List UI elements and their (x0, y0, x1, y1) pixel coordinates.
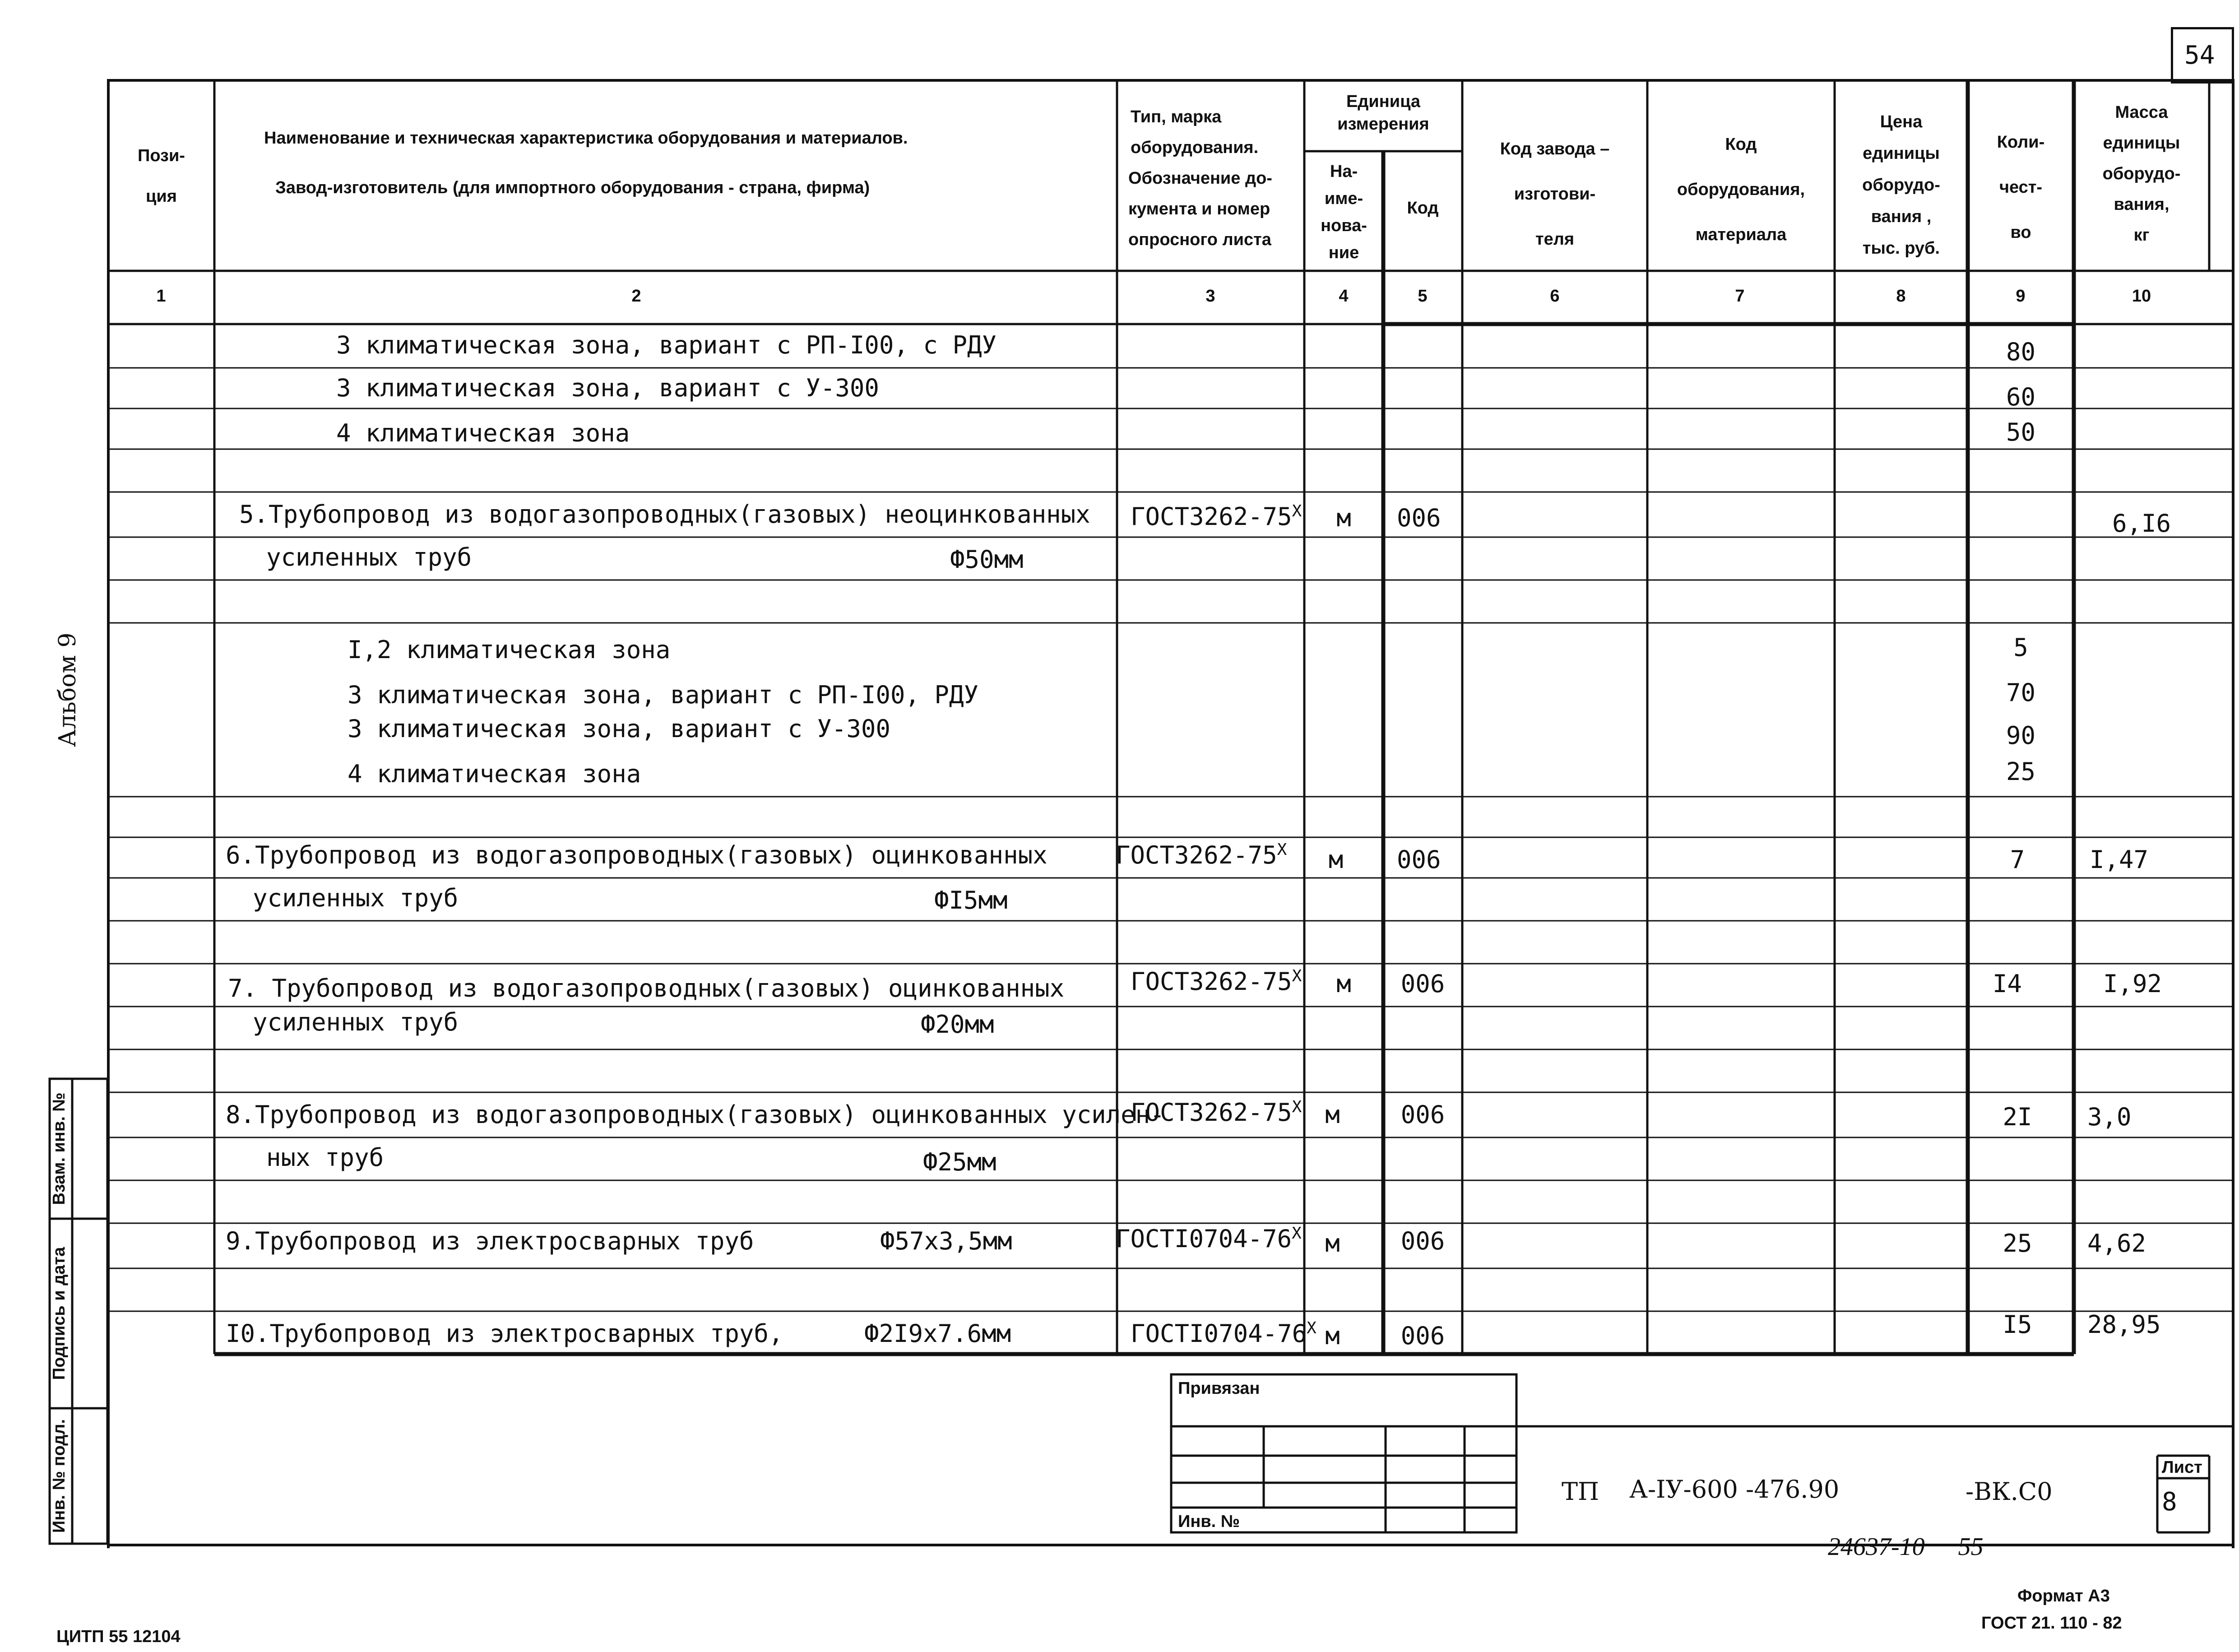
colnum-4: 4 (1339, 287, 1349, 306)
r9-type: $ГОСТI0704-76^X$ (1116, 1224, 1302, 1253)
r10-mass: 28,95 (2087, 1310, 2161, 1339)
r6a-mass: I,47 (2090, 845, 2149, 874)
r7a-name: 7. Трубопровод из водогазопроводных(газовых) оцинкованных (228, 974, 1065, 1002)
r7a-type: $ГОСТ3262-75^X$ (1131, 967, 1302, 996)
r3-qty: 50 (2006, 418, 2036, 446)
r6b-name: усиленных труб (253, 884, 459, 912)
podpis-label: Подпись и дата (50, 1247, 69, 1380)
r5a-mass: 6,I6 (2112, 509, 2171, 538)
r6b-dim: ФI5мм (934, 886, 1008, 914)
hdr-col1: Пози- ция (138, 146, 185, 206)
format-label: Формат А3 (2017, 1587, 2110, 1606)
handwritten-number: 24637-10 55 (1828, 1533, 1984, 1561)
r9-unit: м (1325, 1229, 1340, 1258)
r3-name: 4 климатическая зона (336, 419, 630, 447)
r10-unit: м (1325, 1322, 1340, 1350)
colnum-3: 3 (1205, 287, 1215, 306)
r8b-name: ных труб (266, 1143, 384, 1172)
r1-qty: 80 (2006, 338, 2036, 366)
list-number: 8 (2162, 1487, 2177, 1517)
hdr-col2-line2: Завод-изготовитель (для импортного оборудования - страна, фирма) (275, 178, 870, 197)
hdr-col7: Код оборудования, материала (1677, 135, 1805, 244)
r5a-code: 006 (1397, 504, 1441, 532)
colnum-7: 7 (1735, 287, 1745, 306)
r1-name: 3 климатическая зона, вариант с РП-I00, с РДУ (336, 331, 997, 359)
r5e-qty: 90 (2006, 721, 2036, 750)
r2-name: 3 климатическая зона, вариант с У-300 (336, 374, 879, 402)
colnum-9: 9 (2016, 287, 2026, 306)
r5b-dim: Ф50мм (950, 545, 1024, 574)
r7a-mass: I,92 (2103, 970, 2162, 998)
colnum-2: 2 (631, 287, 641, 306)
r10-dim: Ф2I9x7.6мм (864, 1319, 1011, 1348)
stamp-privyazan: Привязан (1178, 1379, 1260, 1398)
r5a-unit: м (1336, 504, 1351, 532)
r9-code: 006 (1400, 1227, 1445, 1255)
r6a-unit: м (1328, 845, 1344, 874)
r5f-qty: 25 (2006, 757, 2036, 786)
colnum-5: 5 (1418, 287, 1428, 306)
r10-name: I0.Трубопровод из электросварных труб, (226, 1319, 783, 1348)
r9-name: 9.Трубопровод из электросварных труб (226, 1227, 754, 1255)
doc-code-suffix: -ВК.С0 (1965, 1477, 2053, 1506)
r5f-name: 4 климатическая зона (348, 760, 641, 788)
colnum-10: 10 (2132, 287, 2151, 306)
r7b-name: усиленных труб (253, 1008, 459, 1036)
r8b-dim: Ф25мм (923, 1148, 997, 1176)
r8a-mass: 3,0 (2087, 1103, 2132, 1131)
colnum-1: 1 (156, 287, 166, 306)
r8a-unit: м (1325, 1100, 1340, 1129)
citp-label: ЦИТП 55 12104 (56, 1627, 181, 1646)
colnum-8: 8 (1896, 287, 1906, 306)
r6a-type: $ГОСТ3262-75^X$ (1116, 840, 1287, 869)
gost-label: ГОСТ 21. 110 - 82 (1981, 1614, 2122, 1633)
r9-qty: 25 (2003, 1229, 2032, 1258)
r10-type: $ГОСТI0704-76^X$ (1131, 1319, 1317, 1348)
r7a-qty: I4 (1993, 970, 2022, 998)
r6a-name: 6.Трубопровод из водогазопроводных(газовых) оцинкованных (226, 841, 1048, 869)
doc-code-main: А-IУ-600 -476.90 (1629, 1475, 1840, 1504)
inv-podl-label: Инв. № подл. (50, 1419, 69, 1533)
hdr-col8: Цена единицы оборудо- вания , тыс. руб. (1862, 112, 1940, 258)
r9-mass: 4,62 (2087, 1229, 2146, 1258)
r6a-qty: 7 (2010, 845, 2025, 874)
doc-code-tp: ТП (1562, 1477, 1599, 1506)
r5c-qty: 5 (2013, 633, 2028, 662)
r7a-unit: м (1336, 970, 1351, 998)
r5a-type: $ГОСТ3262-75^X$ (1131, 502, 1302, 531)
r8a-qty: 2I (2003, 1103, 2032, 1131)
hdr-col2-line1: Наименование и техническая характеристика оборудования и материалов. (264, 129, 908, 148)
hdr-col6: Код завода – изготови- теля (1500, 139, 1610, 249)
stamp-inv-no: Инв. № (1178, 1512, 1240, 1531)
r8a-type: $ГОСТ3262-75^X$ (1131, 1098, 1302, 1127)
hdr-col3: Тип, марка оборудования. Обозначение до- кумента и номер опросного листа (1128, 107, 1272, 249)
vzam-label: Взам. инв. № (50, 1092, 69, 1205)
hdr-col5: Код (1407, 199, 1439, 218)
hdr-col9: Коли- чест- во (1997, 133, 2045, 242)
r5a-name: 5.Трубопровод из водогазопроводных(газовых) неоцинкованных (239, 500, 1090, 529)
hdr-col10: Масса единицы оборудо- вания, кг (2102, 103, 2181, 245)
r5d-qty: 70 (2006, 678, 2036, 707)
colnum-6: 6 (1550, 287, 1560, 306)
r8a-name: 8.Трубопровод из водогазопроводных(газовых) оцинкованных усилен- (226, 1100, 1165, 1129)
r9-dim: Ф57x3,5мм (880, 1227, 1012, 1255)
r6a-code: 006 (1397, 845, 1441, 874)
r10-code: 006 (1400, 1322, 1445, 1350)
r5b-name: усиленных труб (266, 543, 472, 571)
hdr-unit-group: Единица измерения (1337, 92, 1429, 134)
r7b-dim: Ф20мм (921, 1010, 994, 1039)
album-label: Альбом 9 (54, 632, 81, 747)
r2-qty: 60 (2006, 383, 2036, 411)
r5d-name: 3 климатическая зона, вариант с РП-I00, РДУ (348, 681, 978, 709)
r8a-code: 006 (1400, 1100, 1445, 1129)
top-sheet-number: 54 (2184, 41, 2215, 70)
list-label: Лист (2162, 1458, 2202, 1477)
r7a-code: 006 (1400, 970, 1445, 998)
r5e-name: 3 климатическая зона, вариант с У-300 (348, 715, 890, 743)
r10-qty: I5 (2003, 1310, 2032, 1339)
r5c-name: I,2 климатическая зона (348, 636, 671, 664)
hdr-col4: На- име- нова- ние (1321, 162, 1367, 262)
